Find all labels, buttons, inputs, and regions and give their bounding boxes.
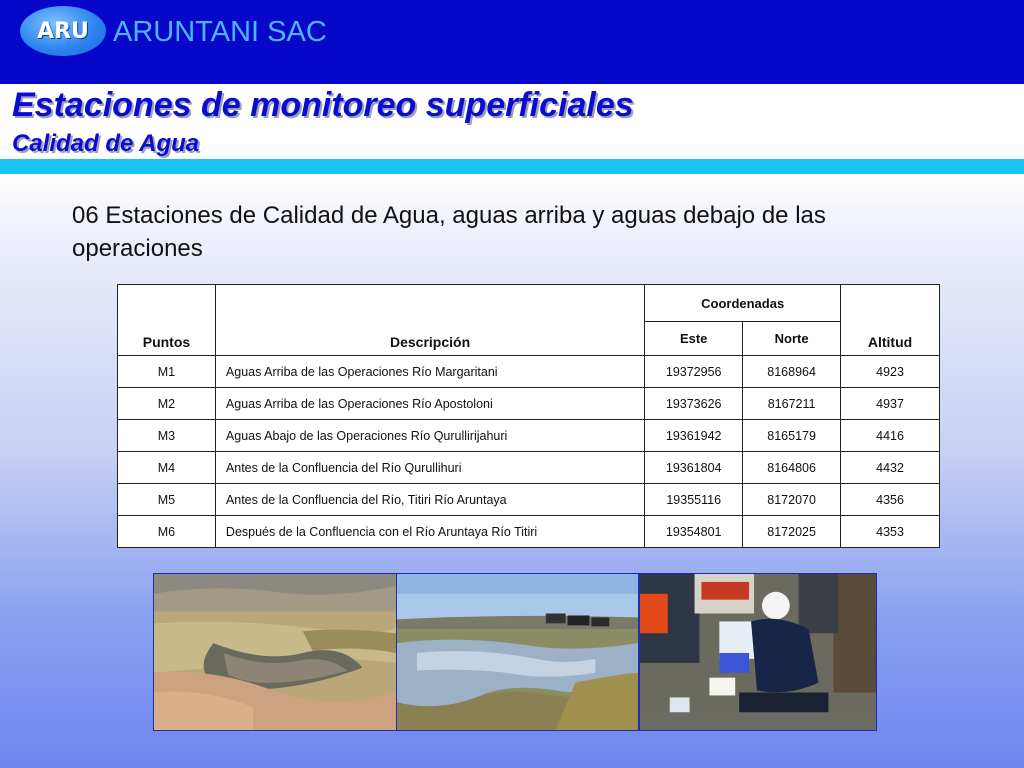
header-descripcion: Descripción — [215, 285, 644, 356]
cell-norte: 8164806 — [743, 452, 841, 484]
cell-punto: M6 — [118, 516, 216, 548]
cell-norte: 8168964 — [743, 356, 841, 388]
company-name: ARUNTANI SAC — [113, 16, 327, 48]
cell-punto: M5 — [118, 484, 216, 516]
cell-descripcion: Antes de la Confluencia del Río Qurullihuri — [215, 452, 644, 484]
cell-descripcion: Antes de la Confluencia del Río, Titiri Río Aruntaya — [215, 484, 644, 516]
cell-este: 19361942 — [645, 420, 743, 452]
cell-descripcion: Después de la Confluencia con el Río Aruntaya Río Titiri — [215, 516, 644, 548]
sampling-photo — [639, 573, 877, 731]
table-row — [118, 388, 940, 420]
cell-norte: 8167211 — [743, 388, 841, 420]
cell-altitud: 4937 — [841, 388, 940, 420]
cell-altitud: 4353 — [841, 516, 940, 548]
cell-este: 19361804 — [645, 452, 743, 484]
cell-altitud: 4416 — [841, 420, 940, 452]
river-photo-2 — [396, 573, 639, 731]
page-subtitle: Calidad de Agua — [12, 130, 200, 157]
header-altitud: Altitud — [841, 285, 940, 356]
header-este: Este — [645, 322, 743, 356]
cell-altitud: 4432 — [841, 452, 940, 484]
table-row — [118, 356, 940, 388]
cell-altitud: 4923 — [841, 356, 940, 388]
river-photo-1 — [153, 573, 397, 731]
table-row — [118, 484, 940, 516]
cell-punto: M3 — [118, 420, 216, 452]
header-bar — [0, 0, 1024, 84]
table-row — [118, 420, 940, 452]
cell-descripcion: Aguas Abajo de las Operaciones Río Qurullirijahuri — [215, 420, 644, 452]
cell-este: 19373626 — [645, 388, 743, 420]
photo-strip — [153, 573, 877, 731]
table-row — [118, 452, 940, 484]
page-title: Estaciones de monitoreo superficiales — [12, 86, 634, 124]
header-norte: Norte — [743, 322, 841, 356]
cell-norte: 8172025 — [743, 516, 841, 548]
cell-descripcion: Aguas Arriba de las Operaciones Río Apostoloni — [215, 388, 644, 420]
company-logo — [20, 6, 106, 56]
cell-norte: 8165179 — [743, 420, 841, 452]
cell-norte: 8172070 — [743, 484, 841, 516]
table-body — [118, 356, 940, 548]
header-puntos: Puntos — [118, 285, 216, 356]
table-row — [118, 516, 940, 548]
cell-punto: M1 — [118, 356, 216, 388]
header-coordenadas: Coordenadas — [645, 285, 841, 322]
cell-punto: M4 — [118, 452, 216, 484]
intro-text: 06 Estaciones de Calidad de Agua, aguas arriba y aguas debajo de las operaciones — [72, 202, 826, 262]
divider-bar — [0, 159, 1024, 174]
logo-text: ARU — [37, 18, 89, 44]
cell-descripcion: Aguas Arriba de las Operaciones Río Margaritani — [215, 356, 644, 388]
cell-este: 19354801 — [645, 516, 743, 548]
cell-altitud: 4356 — [841, 484, 940, 516]
cell-este: 19372956 — [645, 356, 743, 388]
stations-table — [117, 284, 940, 548]
cell-punto: M2 — [118, 388, 216, 420]
cell-este: 19355116 — [645, 484, 743, 516]
